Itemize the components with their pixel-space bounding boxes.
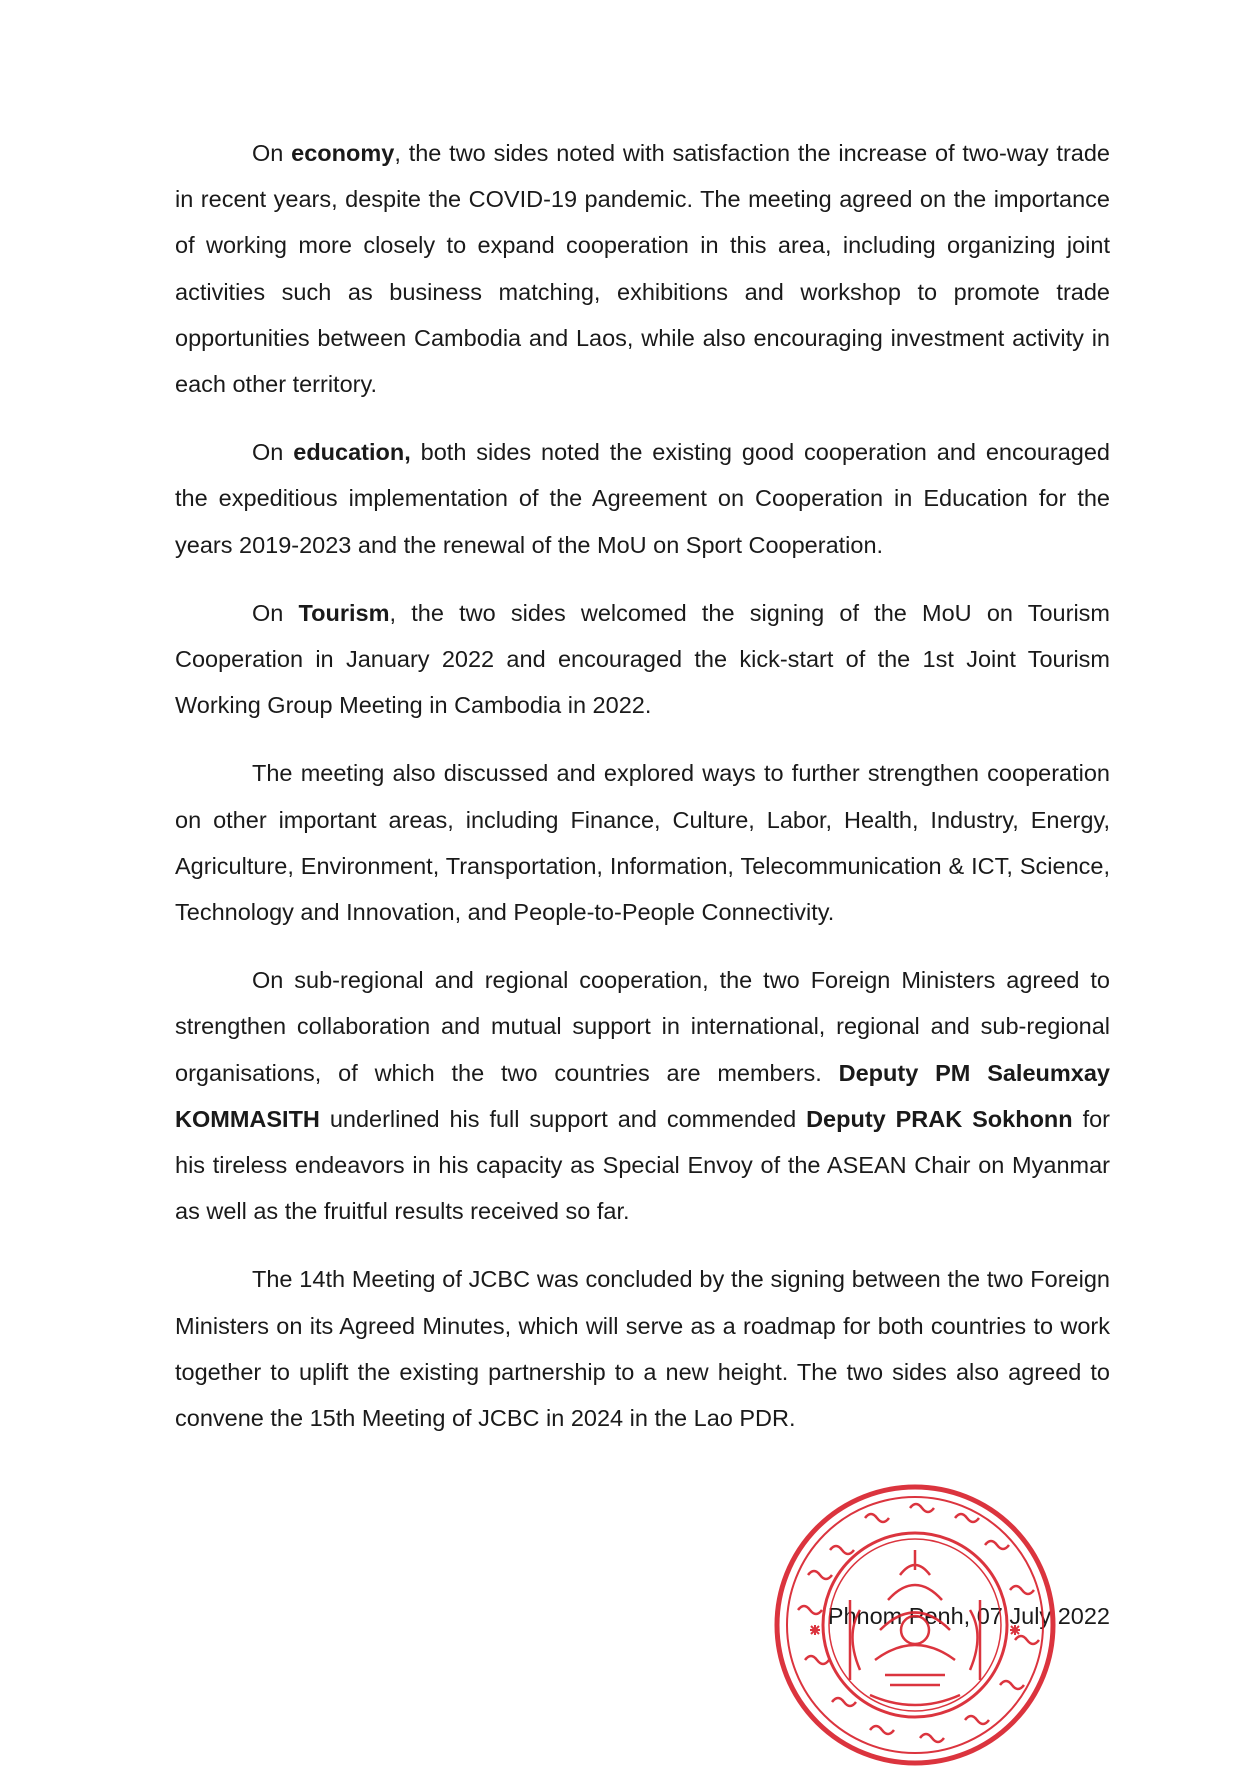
text: both sides noted the existing good cooperation and encouraged the expeditious implementation of the Agreement on Cooperation in Education for the years 2019-2023 and the renewal of the MoU on Sport Cooperation. <box>175 439 1110 558</box>
text: , the two sides noted with satisfaction the increase of two-way trade in recent years, despite the COVID-19 pandemic. The meeting agreed on the importance of working more closely to expand cooperation in this area, including organizing joint activities such as business matching, exhibitions and workshop to promote trade opportunities between Cambodia and Laos, while also encouraging investment activity in each other territory. <box>175 140 1110 398</box>
text: On <box>252 140 292 166</box>
bold-text: Tourism <box>298 599 390 626</box>
paragraph <box>175 750 1110 935</box>
text: On sub-regional and regional cooperation, the two Foreign Ministers agreed to strengthen collaboration and mutual support in international, regional and sub-regional organisations, of which the two countries are members. <box>175 967 1110 1086</box>
text: , the two sides welcomed the signing of the MoU on Tourism Cooperation in January 2022 and encouraged the kick-start of the 1st Joint Tourism Working Group Meeting in Cambodia in 2022. <box>175 599 1110 719</box>
text: The 14th Meeting of JCBC was concluded by the signing between the two Foreign Ministers on its Agreed Minutes, which will serve as a roadmap for both countries to work together to uplift the existing partnership to a new height. The two sides also agreed to convene the 15th Meeting of JCBC in 2024 in the Lao PDR. <box>175 1266 1110 1432</box>
bold-text: economy <box>291 140 395 166</box>
text: underlined his full support and commended <box>319 1105 807 1132</box>
paragraph-list <box>175 130 1110 1441</box>
text: On <box>252 439 294 466</box>
paragraph <box>175 429 1110 568</box>
bold-text: education, <box>293 439 411 466</box>
text: The meeting also discussed and explored ways to further strengthen cooperation on other important areas, including Finance, Culture, Labor, Health, Industry, Energy, Agriculture, Environment, Transportation, Information, Telecommunication & ICT, Science, Technology and Innovation, and People-to-People Connectivity. <box>175 760 1110 926</box>
paragraph <box>175 957 1110 1234</box>
text: On <box>252 599 299 626</box>
paragraph <box>175 590 1110 729</box>
bold-text: Deputy PM Saleumxay KOMMASITH <box>175 1059 1110 1132</box>
document-body <box>175 130 1110 1629</box>
bold-text: Deputy PRAK Sokhonn <box>806 1105 1073 1132</box>
paragraph <box>175 1256 1110 1441</box>
paragraph <box>175 130 1110 407</box>
dateline: Phnom Penh, 07 July 2022 <box>827 1603 1110 1629</box>
official-seal-icon <box>770 1480 1060 1770</box>
text: for his tireless endeavors in his capacity as Special Envoy of the ASEAN Chair on Myanmar as well as the fruitful results received so far. <box>175 1105 1110 1225</box>
